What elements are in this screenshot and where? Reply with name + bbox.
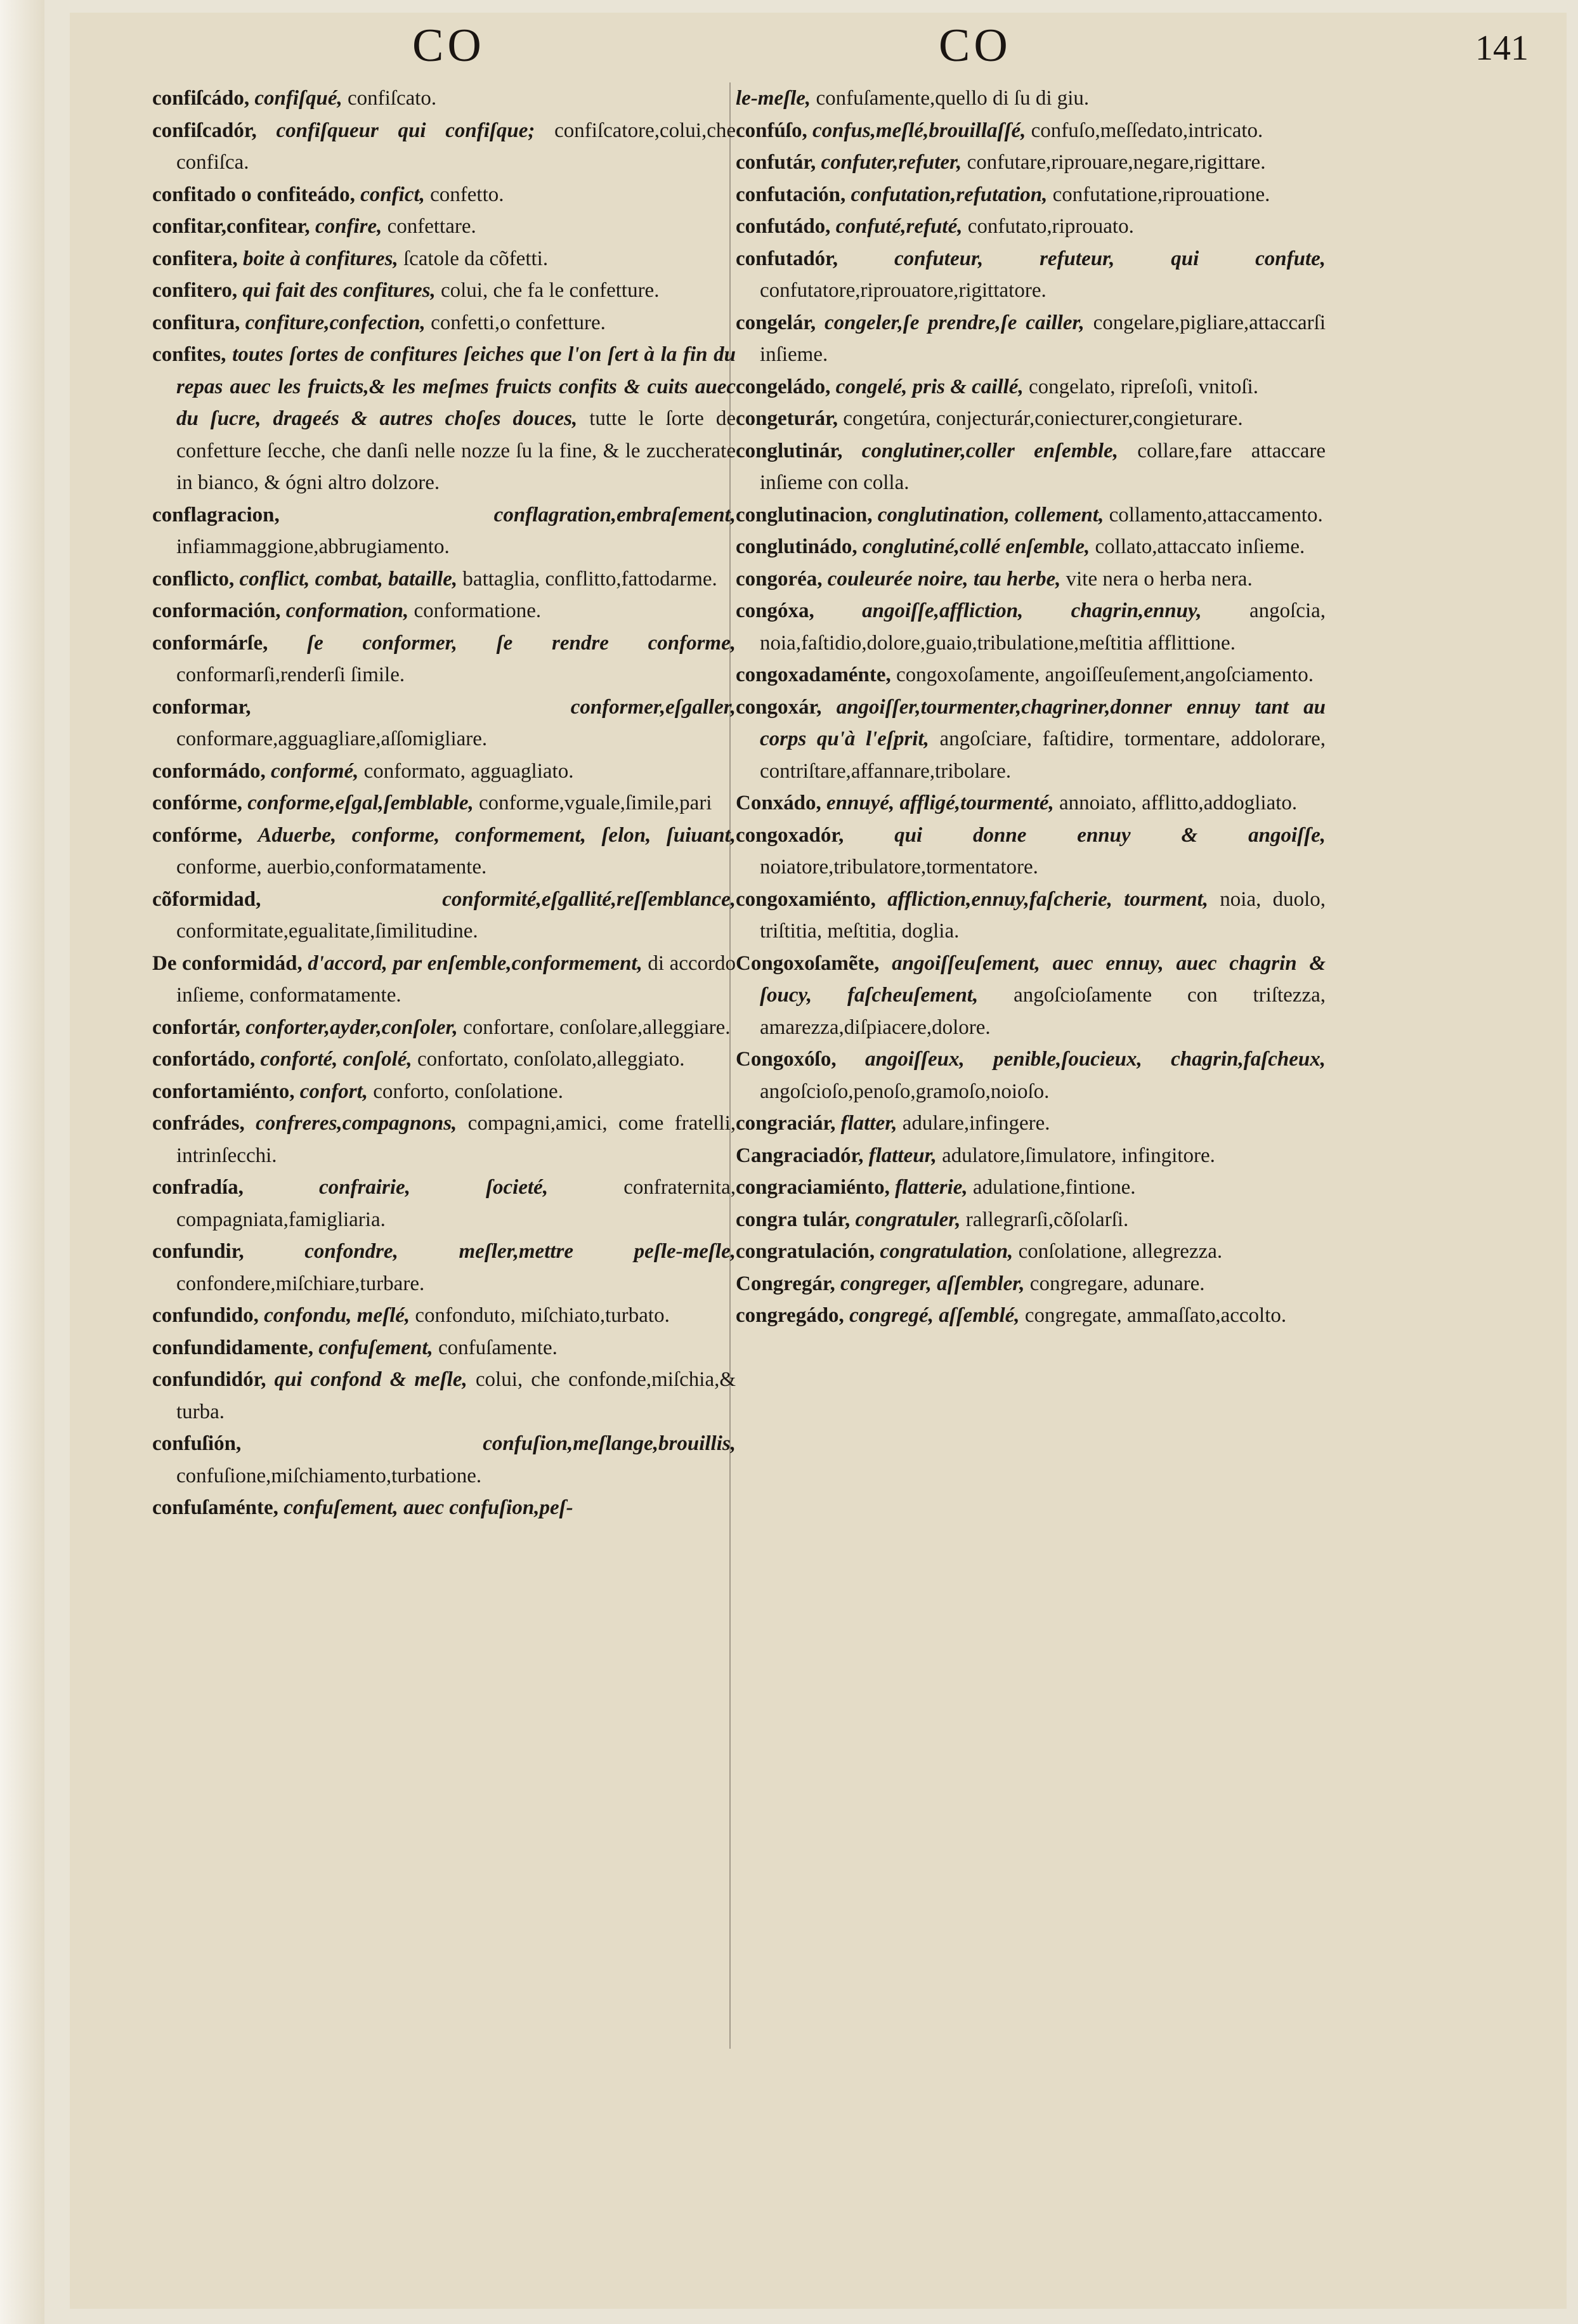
headword: conglutinár, <box>736 439 843 462</box>
italian-gloss: noiatore,tribulatore,tormentatore. <box>760 856 1038 878</box>
headword: congregádo, <box>736 1304 844 1327</box>
headword: conglutinacion, <box>736 503 873 526</box>
headword: congeturár, <box>736 407 838 430</box>
italian-gloss: collamento,attaccamento. <box>1109 503 1323 526</box>
italian-gloss: confortato, conſolato,alleggiato. <box>417 1048 685 1071</box>
italian-gloss: confiſcatore,colui,che confiſca. <box>176 119 736 174</box>
italian-gloss: conformitate,egualitate,ſimilitudine. <box>176 920 478 943</box>
french-gloss: le-meſle, <box>736 87 811 110</box>
italian-gloss: conformato, agguagliato. <box>363 759 574 783</box>
italian-gloss: di accordo inſieme, conformatamente. <box>176 951 736 1007</box>
headword: Congregár, <box>736 1272 835 1295</box>
dictionary-entry <box>736 243 1326 307</box>
french-gloss: conformité,eſgallité,reſſemblance, <box>442 887 736 911</box>
french-gloss: confuteur, refuteur, qui confute, <box>894 247 1326 270</box>
italian-gloss: annoiato, afflitto,addogliato. <box>1059 792 1298 814</box>
italian-gloss: compagni,amici, come fratelli, intrinſecchi. <box>176 1112 736 1167</box>
dictionary-entry <box>736 1140 1326 1172</box>
dictionary-entry <box>736 82 1326 115</box>
french-gloss: confuté,refuté, <box>835 215 963 238</box>
headword: conformárſe, <box>152 631 268 655</box>
french-gloss: confrairie, ſocieté, <box>319 1176 549 1199</box>
french-gloss: angoiſſe,affliction, chagrin,ennuy, <box>862 599 1202 622</box>
italian-gloss: confutato,riprouato. <box>967 215 1134 238</box>
headword: confortamiénto, <box>152 1080 295 1103</box>
dictionary-entry <box>152 819 736 884</box>
french-gloss: congratulation, <box>880 1240 1014 1263</box>
italian-gloss: confetti,o confetture. <box>431 311 606 334</box>
italian-gloss: infiammaggione,abbrugiamento. <box>176 535 450 558</box>
headword: confortár, <box>152 1015 240 1039</box>
dictionary-entry <box>152 499 736 563</box>
dictionary-entry <box>152 243 736 275</box>
running-head-left: CO <box>412 20 485 72</box>
french-gloss: qui donne ennuy & angoiſſe, <box>894 823 1326 847</box>
headword: congeládo, <box>736 375 831 398</box>
dictionary-entry <box>152 948 736 1012</box>
dictionary-entry <box>152 1236 736 1300</box>
headword: Conxádo, <box>736 792 821 814</box>
french-gloss: congreger, aſſembler, <box>840 1272 1025 1295</box>
dictionary-entry <box>152 339 736 499</box>
french-gloss: flatter, <box>840 1112 897 1135</box>
french-gloss: confiſqué, <box>254 87 342 110</box>
headword: confradía, <box>152 1176 244 1199</box>
dictionary-entry <box>736 147 1326 179</box>
italian-gloss: adulatione,fintione. <box>972 1176 1136 1199</box>
french-gloss: qui fait des confitures, <box>242 279 436 302</box>
french-gloss: conformé, <box>270 759 359 783</box>
dictionary-entry <box>152 1043 736 1076</box>
headword: confúſo, <box>736 119 807 142</box>
french-gloss: conformer,eſgaller, <box>570 695 736 719</box>
french-gloss: confiſqueur qui confiſque; <box>276 119 535 142</box>
italian-gloss: conforto, conſolatione. <box>373 1080 563 1103</box>
french-gloss: conflict, combat, bataille, <box>239 567 458 591</box>
headword: congoréa, <box>736 567 823 591</box>
french-gloss: conglutiné,collé enſemble, <box>862 535 1090 558</box>
dictionary-entry <box>736 948 1326 1044</box>
italian-gloss: adulatore,ſimulatore, infingitore. <box>942 1144 1215 1167</box>
dictionary-entry <box>152 1492 736 1524</box>
headword: Congoxoſamẽte, <box>736 951 880 975</box>
page-header <box>114 19 1529 89</box>
dictionary-entry <box>152 1364 736 1428</box>
headword: confitero, <box>152 279 238 302</box>
dictionary-entry <box>736 179 1326 211</box>
french-gloss: boite à confitures, <box>242 247 398 270</box>
italian-gloss: confettare. <box>387 215 476 238</box>
dictionary-entry <box>152 755 736 788</box>
headword: conflicto, <box>152 567 235 591</box>
headword: congoxamiénto, <box>736 887 876 911</box>
italian-gloss: conſolatione, allegrezza. <box>1018 1240 1223 1263</box>
headword: confitura, <box>152 311 240 334</box>
headword: confrádes, <box>152 1112 245 1135</box>
dictionary-entry <box>736 884 1326 948</box>
italian-gloss: collare,fare attaccare inſieme con colla. <box>760 439 1326 494</box>
italian-gloss: confuſo,meſſedato,intricato. <box>1031 119 1263 142</box>
dictionary-entry <box>736 1204 1326 1236</box>
headword: confuſión, <box>152 1432 242 1455</box>
headword: Congoxóſo, <box>736 1048 837 1071</box>
french-gloss: flatterie, <box>895 1176 968 1199</box>
italian-gloss: confiſcato. <box>347 87 437 110</box>
dictionary-entry <box>152 1300 736 1332</box>
dictionary-entry <box>152 563 736 596</box>
french-gloss: ennuyé, affligé,tourmenté, <box>826 792 1054 814</box>
french-gloss: conglutination, collement, <box>877 503 1104 526</box>
headword: conformar, <box>152 695 251 719</box>
headword: congoxadór, <box>736 823 844 847</box>
headword: conformación, <box>152 599 281 622</box>
dictionary-entry <box>736 787 1326 819</box>
italian-gloss: conformatione. <box>414 599 542 622</box>
dictionary-entry <box>736 115 1326 147</box>
french-gloss: qui confond & meſle, <box>274 1368 467 1391</box>
french-gloss: conflagration,embraſement, <box>493 503 736 526</box>
french-gloss: confuter,refuter, <box>821 151 962 174</box>
dictionary-entry <box>152 627 736 691</box>
headword: confutadór, <box>736 247 838 270</box>
dictionary-entry <box>736 307 1326 371</box>
french-gloss: conforté, conſolé, <box>260 1048 412 1071</box>
headword: congratulación, <box>736 1240 875 1263</box>
dictionary-entry <box>152 275 736 307</box>
italian-gloss: vite nera o herba nera. <box>1066 567 1253 591</box>
headword: congraciamiénto, <box>736 1176 890 1199</box>
headword: confundido, <box>152 1304 259 1327</box>
italian-gloss: congregare, adunare. <box>1029 1272 1205 1295</box>
dictionary-entry <box>736 1043 1326 1107</box>
headword: confundidór, <box>152 1368 266 1391</box>
headword: conglutinádo, <box>736 535 857 558</box>
headword: congóxa, <box>736 599 814 622</box>
french-gloss: confondu, meſlé, <box>264 1304 410 1327</box>
italian-gloss: congoxoſamente, angoiſſeuſement,angoſciamento. <box>896 663 1314 686</box>
italian-gloss: congregate, ammaſſato,accolto. <box>1024 1304 1287 1327</box>
italian-gloss: angoſciare, faſtidire, tormentare, addolorare, contriſtare,affannare,tribolare. <box>760 728 1326 783</box>
dictionary-entry <box>736 211 1326 243</box>
italian-gloss: confuſamente. <box>438 1336 558 1359</box>
headword: Cangraciadór, <box>736 1144 864 1167</box>
italian-gloss: angoſcioſo,penoſo,gramoſo,noioſo. <box>760 1080 1050 1103</box>
italian-gloss: congelato, ripreſoſi, vnitoſi. <box>1028 375 1258 398</box>
dictionary-entry <box>152 115 736 179</box>
french-gloss: ſe conformer, ſe rendre conforme, <box>307 631 736 655</box>
italian-gloss: rallegrarſi,cõſolarſi. <box>965 1208 1129 1231</box>
headword: congelár, <box>736 311 816 334</box>
headword: cõformidad, <box>152 887 261 911</box>
italian-gloss: collato,attaccato inſieme. <box>1095 535 1305 558</box>
french-gloss: conglutiner,coller enſemble, <box>861 439 1118 462</box>
headword: confutár, <box>736 151 816 174</box>
french-gloss: Aduerbe, conforme, conformement, ſelon, ſuiuant, <box>258 823 736 847</box>
french-gloss: conforme,eſgal,ſemblable, <box>247 792 474 814</box>
dictionary-entry <box>736 1300 1326 1332</box>
dictionary-entry <box>736 563 1326 596</box>
french-gloss: affliction,ennuy,faſcherie, tourment, <box>887 887 1209 911</box>
dictionary-entry <box>736 691 1326 788</box>
italian-gloss: confutatore,riprouatore,rigittatore. <box>760 279 1047 302</box>
dictionary-entry <box>152 691 736 755</box>
headword: confundir, <box>152 1240 244 1263</box>
italian-gloss: congelare,pigliare,attaccarſi inſieme. <box>760 311 1326 366</box>
dictionary-entry <box>736 371 1326 403</box>
french-gloss: confict, <box>360 183 425 206</box>
left-column <box>152 82 736 1524</box>
headword: confutádo, <box>736 215 831 238</box>
french-gloss: confire, <box>315 215 382 238</box>
french-gloss: conformation, <box>285 599 409 622</box>
italian-gloss: congetúra, conjecturár,coniecturer,congieturare. <box>843 407 1243 430</box>
italian-gloss: tutte le ſorte de confetture ſecche, che danſi nelle nozze ſu la fine, & le zuccherate in bianco, & ógni altro dolzore. <box>176 407 736 494</box>
headword: confitado o confiteádo, <box>152 183 355 206</box>
italian-gloss: ſcatole da cõfetti. <box>403 247 549 270</box>
french-gloss: congeler,ſe prendre,ſe cailler, <box>825 311 1085 334</box>
right-column <box>736 82 1326 1332</box>
dictionary-entry <box>736 1107 1326 1140</box>
italian-gloss: colui, che confonde,miſchia,& turba. <box>176 1368 736 1423</box>
headword: congraciár, <box>736 1112 836 1135</box>
dictionary-entry <box>152 884 736 948</box>
dictionary-entry <box>736 499 1326 532</box>
headword: confuſaménte, <box>152 1496 278 1519</box>
headword: confórme, <box>152 823 243 847</box>
dictionary-entry <box>736 659 1326 691</box>
dictionary-entry <box>736 1268 1326 1300</box>
french-gloss: confutation,refutation, <box>851 183 1048 206</box>
dictionary-entry <box>152 82 736 115</box>
italian-gloss: confetto. <box>430 183 504 206</box>
book-gutter <box>0 0 44 2324</box>
french-gloss: d'accord, par enſemble,conformement, <box>308 951 642 975</box>
dictionary-entry <box>736 819 1326 884</box>
french-gloss: angoiſſeuſement, auec ennuy, auec chagrin & ſoucy, faſcheuſement, <box>760 951 1326 1007</box>
dictionary-entry <box>152 1107 736 1172</box>
dictionary-entry <box>152 1428 736 1492</box>
dictionary-entry <box>152 307 736 339</box>
dictionary-entry <box>152 1012 736 1044</box>
french-gloss: flatteur, <box>868 1144 937 1167</box>
headword: confiſcádo, <box>152 87 250 110</box>
french-gloss: congregé, aſſemblé, <box>849 1304 1020 1327</box>
headword: confitera, <box>152 247 238 270</box>
italian-gloss: confutare,riprouare,negare,rigittare. <box>967 151 1266 174</box>
italian-gloss: conformare,agguagliare,aſſomigliare. <box>176 728 488 750</box>
italian-gloss: confuſamente,quello di ſu di giu. <box>816 87 1090 110</box>
italian-gloss: battaglia, conflitto,fattodarme. <box>462 567 717 591</box>
headword: conformádo, <box>152 759 266 783</box>
italian-gloss: confutatione,riprouatione. <box>1052 183 1270 206</box>
dictionary-entry <box>152 787 736 819</box>
dictionary-entry <box>152 1076 736 1108</box>
italian-gloss: angoſcioſamente con triſtezza, amarezza,diſpiacere,dolore. <box>760 984 1326 1039</box>
dictionary-entry <box>736 403 1326 435</box>
dictionary-entry <box>152 595 736 627</box>
french-gloss: confiture,confection, <box>245 311 426 334</box>
italian-gloss: confonduto, miſchiato,turbato. <box>415 1304 670 1327</box>
italian-gloss: confortare, conſolare,alleggiare. <box>463 1015 731 1039</box>
headword: confites, <box>152 343 226 366</box>
headword: confiſcadór, <box>152 119 257 142</box>
page-number: 141 <box>1475 29 1529 68</box>
french-gloss: conforter,ayder,conſoler, <box>245 1015 458 1039</box>
dictionary-entry <box>152 1332 736 1364</box>
dictionary-entry <box>736 595 1326 659</box>
french-gloss: confus,meſlé,brouillaſſé, <box>812 119 1026 142</box>
dictionary-entry <box>736 531 1326 563</box>
headword: confórme, <box>152 792 243 814</box>
headword: congoxár, <box>736 695 822 719</box>
italian-gloss: angoſcia, noia,faſtidio,dolore,guaio,tribulatione,meſtitia afflittione. <box>760 599 1326 655</box>
headword: conflagracion, <box>152 503 280 526</box>
french-gloss: congratuler, <box>855 1208 961 1231</box>
french-gloss: confuſement, <box>318 1336 433 1359</box>
french-gloss: confondre, meſler,mettre peſle-meſle, <box>304 1240 736 1263</box>
italian-gloss: conforme,vguale,ſimile,pari <box>479 792 712 814</box>
italian-gloss: adulare,infingere. <box>902 1112 1050 1135</box>
italian-gloss: conformarſi,renderſi ſimile. <box>176 663 405 686</box>
running-head-right: CO <box>939 20 1012 72</box>
italian-gloss: conforme, auerbio,conformatamente. <box>176 856 487 878</box>
italian-gloss: confraternita, compagniata,famigliaria. <box>176 1176 736 1231</box>
french-gloss: confuſion,meſlange,brouillis, <box>483 1432 736 1455</box>
headword: congra tulár, <box>736 1208 851 1231</box>
headword: confortádo, <box>152 1048 256 1071</box>
headword: confitar,confitear, <box>152 215 310 238</box>
dictionary-entry <box>152 211 736 243</box>
dictionary-entry <box>736 435 1326 499</box>
french-gloss: confuſement, auec confuſion,peſ- <box>284 1496 573 1519</box>
french-gloss: angoiſſer,tourmenter,chagriner,donner ennuy tant au corps qu'à l'eſprit, <box>760 695 1326 750</box>
dictionary-entry <box>152 1172 736 1236</box>
dictionary-entry <box>152 179 736 211</box>
italian-gloss: colui, che fa le confetture. <box>440 279 660 302</box>
italian-gloss: confondere,miſchiare,turbare. <box>176 1272 425 1295</box>
dictionary-entry <box>736 1236 1326 1268</box>
dictionary-entry <box>736 1172 1326 1204</box>
french-gloss: congelé, pris & caillé, <box>835 375 1024 398</box>
french-gloss: confreres,compagnons, <box>256 1112 457 1135</box>
headword: confutación, <box>736 183 846 206</box>
italian-gloss: noia, duolo, triſtitia, meſtitia, doglia. <box>760 887 1326 943</box>
italian-gloss: confuſione,miſchiamento,turbatione. <box>176 1464 482 1487</box>
headword: congoxadaménte, <box>736 663 891 686</box>
headword: confundidamente, <box>152 1336 313 1359</box>
french-gloss: couleurée noire, tau herbe, <box>827 567 1061 591</box>
french-gloss: confort, <box>299 1080 368 1103</box>
french-gloss: angoiſſeux, penible,ſoucieux, chagrin,faſcheux, <box>865 1048 1326 1071</box>
french-gloss: toutes ſortes de confitures ſeiches que l'on ſert à la fin du repas auec les fruicts,& les meſmes fruicts confits & cuits auec du ſucre, drageés & autres choſes douces, <box>176 343 736 430</box>
headword: De conformidád, <box>152 951 303 975</box>
